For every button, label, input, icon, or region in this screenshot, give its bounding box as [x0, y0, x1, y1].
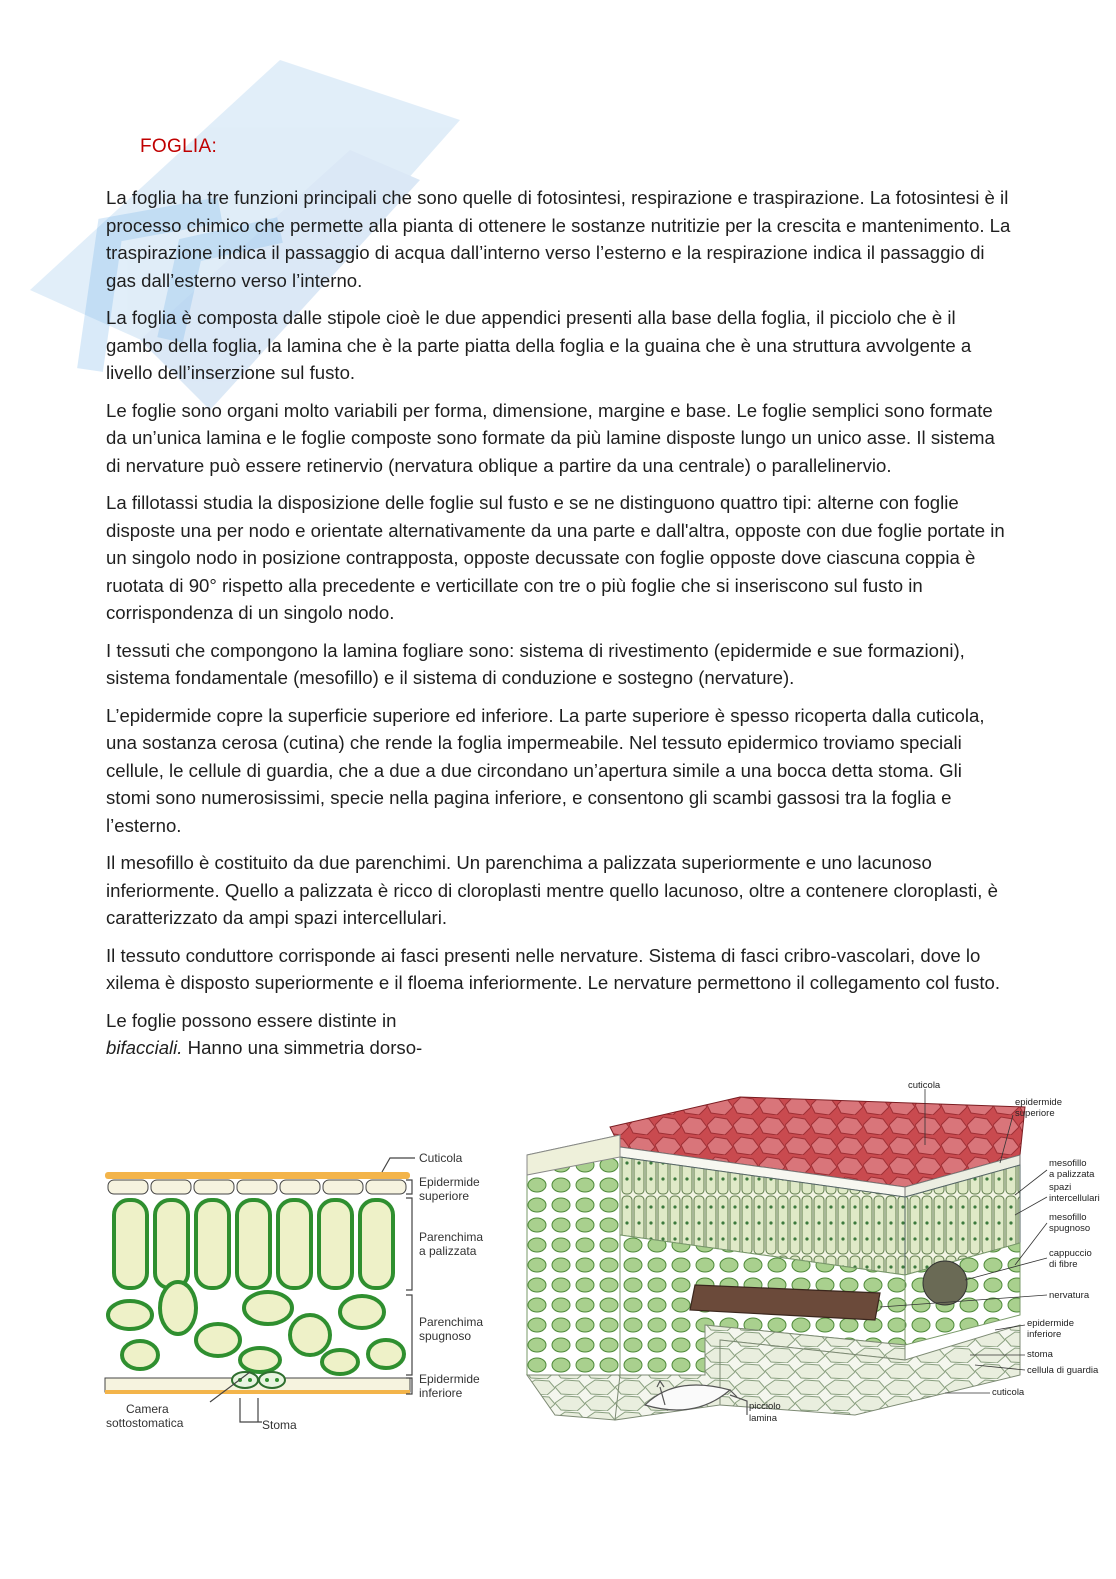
document-body	[106, 184, 1011, 1062]
spongy-cell	[160, 1282, 196, 1334]
spongy-cell	[290, 1315, 330, 1355]
paragraph-mesofillo: Il mesofillo è costituito da due parenchimi. Un parenchima a palizzata superiormente e uno lacunoso inferiormente. Quello a palizzata è ricco di cloroplasti mentre quello lacunoso, oltre a contenere cloroplasti, è caratterizzato da ampi spazi intercellulari.	[106, 852, 998, 928]
epidermis-cell	[366, 1180, 406, 1194]
bracket-palizzata	[406, 1198, 412, 1290]
label-spazi-1: spazi	[1049, 1182, 1072, 1193]
label-epid-sup-2: superiore	[1015, 1108, 1055, 1119]
bracket-epid-sup	[406, 1180, 412, 1194]
spongy-cell	[244, 1292, 292, 1324]
label-epid-inf-1: epidermide	[1027, 1318, 1074, 1329]
label-cellula-guardia: cellula di guardia	[1027, 1365, 1099, 1376]
bracket-cuticola	[382, 1158, 415, 1172]
paragraph-fillotassi: La fillotassi studia la disposizione delle foglie sul fusto e se ne distinguono quattro tipi: alterne con foglie disposte una per nodo e orientate alternativamente da una parte e dall'altra, opposte con due foglie portate in un singolo nodo in posizione contrapposta, opposte decussate con foglie opposte dove ciascuna coppia è ruotata di 90° rispetto alla precedente e verticillate con tre o più foglie che si inseriscono sul fusto in corrispondenza di un singolo nodo.	[106, 492, 1005, 623]
label-cuticola-top: cuticola	[908, 1080, 941, 1091]
vein-fiber-cap	[923, 1261, 967, 1305]
spongy-cell	[108, 1301, 152, 1329]
label-lamina: lamina	[749, 1413, 777, 1424]
palisade-cell	[114, 1200, 147, 1288]
label-cappuccio-2: di fibre	[1049, 1259, 1078, 1270]
label-spugnoso-1: Parenchima	[419, 1315, 484, 1329]
label-camera-2: sottostomatica	[106, 1416, 184, 1430]
label-epid-sup-1: Epidermide	[419, 1175, 480, 1189]
leaf-3d-block-diagram	[525, 1075, 1110, 1445]
paragraph-conduttore: Il tessuto conduttore corrisponde ai fasci presenti nelle nervature. Sistema di fasci cribro-vascolari, dove lo xilema è disposto superiormente e il floema inferiormente. Le nervature permettono il collegamento col fusto.	[106, 944, 1000, 993]
page-title: FOGLIA:	[140, 136, 218, 157]
label-mes-pal-2: a palizzata	[1049, 1169, 1095, 1180]
label-spazi-2: intercellulari	[1049, 1193, 1100, 1204]
label-palizzata-2: a palizzata	[419, 1244, 477, 1258]
upper-epidermis	[108, 1180, 406, 1194]
bifacciali-italic: bifacciali.	[106, 1037, 183, 1058]
paragraph-epidermide: L’epidermide copre la superficie superiore ed inferiore. La parte superiore è spesso ricoperta dalla cuticola, una sostanza cerosa (cutina) che rende la foglia impermeabile. Nel tessuto epidermico troviamo speciali cellule, le cellule di guardia, che a due a due circondano un’apertura simile a una bocca detta stoma. Gli stomi sono numerosissimi, specie nella pagina inferiore, e consentono gli scambi gassosi tra la foglia e l’esterno.	[106, 704, 985, 836]
bracket-spugnoso	[406, 1295, 412, 1375]
bifacciali-rest: Hanno una simmetria dorso-	[182, 1037, 423, 1058]
label-stoma: Stoma	[262, 1418, 297, 1432]
palisade-cell	[319, 1200, 352, 1288]
epidermis-cell	[237, 1180, 277, 1194]
spongy-cell	[322, 1350, 358, 1374]
lower-cuticle	[105, 1390, 410, 1394]
cuticle-layer	[105, 1172, 410, 1179]
spongy-cell	[240, 1348, 280, 1372]
label-epid-inf-1: Epidermide	[419, 1372, 480, 1386]
paragraph-funzioni: La foglia ha tre funzioni principali che sono quelle di fotosintesi, respirazione e traspirazione. La fotosintesi è il processo chimico che permette alla pianta di ottenere le sostanze nutritizie per la crescita e mantenimento. La traspirazione indica il passaggio di acqua dall’interno verso l’esterno e la respirazione indica il passaggio di gas dall’esterno verso l’interno.	[106, 187, 1011, 291]
label-cuticola: Cuticola	[419, 1151, 463, 1165]
spongy-cells	[108, 1282, 404, 1374]
label-palizzata-1: Parenchima	[419, 1230, 484, 1244]
paragraph-tessuti: I tessuti che compongono la lamina fogliare sono: sistema di rivestimento (epidermide e sue formazioni), sistema fondamentale (mesofillo) e il sistema di conduzione e sostegno (nervature).	[106, 639, 965, 688]
label-epid-sup-1: epidermide	[1015, 1097, 1062, 1108]
label-mes-spu-2: spugnoso	[1049, 1223, 1091, 1234]
palisade-cells	[114, 1200, 393, 1288]
epidermis-cell	[280, 1180, 320, 1194]
label-epid-sup-2: superiore	[419, 1189, 470, 1203]
label-epid-inf-2: inferiore	[419, 1386, 463, 1400]
label-nervatura: nervatura	[1049, 1290, 1090, 1301]
palisade-cell	[360, 1200, 393, 1288]
palisade-cell	[196, 1200, 229, 1288]
spongy-cell	[368, 1340, 404, 1368]
spongy-cell	[122, 1341, 158, 1369]
label-picciolo: picciolo	[749, 1401, 781, 1412]
label-mes-spu-1: mesofillo	[1049, 1212, 1087, 1223]
epidermis-cell	[108, 1180, 148, 1194]
palisade-cell	[237, 1200, 270, 1288]
bifacciali-line1: Le foglie possono essere distinte in	[106, 1009, 397, 1031]
label-stoma-right: stoma	[1027, 1349, 1053, 1360]
leaf-cross-section-diagram	[100, 1140, 500, 1440]
spongy-cell	[196, 1324, 240, 1356]
label-camera-1: Camera	[126, 1402, 169, 1416]
palisade-cell	[278, 1200, 311, 1288]
label-cuticola-bottom: cuticola	[992, 1387, 1025, 1398]
bracket-stoma	[240, 1398, 262, 1422]
label-epid-inf-2: inferiore	[1027, 1329, 1062, 1340]
epidermis-cell	[323, 1180, 363, 1194]
palisade-cell	[155, 1200, 188, 1288]
spongy-cell	[340, 1296, 384, 1328]
label-mes-pal-1: mesofillo	[1049, 1158, 1087, 1169]
lower-epidermis-base	[527, 1375, 620, 1420]
epidermis-cell	[194, 1180, 234, 1194]
label-cappuccio-1: cappuccio	[1049, 1248, 1092, 1259]
paragraph-bifacciali	[106, 1007, 466, 1062]
paragraph-composizione: La foglia è composta dalle stipole cioè le due appendici presenti alla base della foglia, il picciolo che è il gambo della foglia, la lamina che è la parte piatta della foglia e la guaina che è una struttura avvolgente a livello dell’inserzione sul fusto.	[106, 307, 972, 383]
epidermis-cell	[151, 1180, 191, 1194]
paragraph-forme: Le foglie sono organi molto variabili per forma, dimensione, margine e base. Le foglie semplici sono formate da un’unica lamina e le foglie composte sono formate da più lamine disposte lungo un unico asse. Il sistema di nervature può essere retinervio (nervatura oblique a partire da una centrale) o parallelinervio.	[106, 399, 995, 476]
label-spugnoso-2: spugnoso	[419, 1329, 472, 1343]
